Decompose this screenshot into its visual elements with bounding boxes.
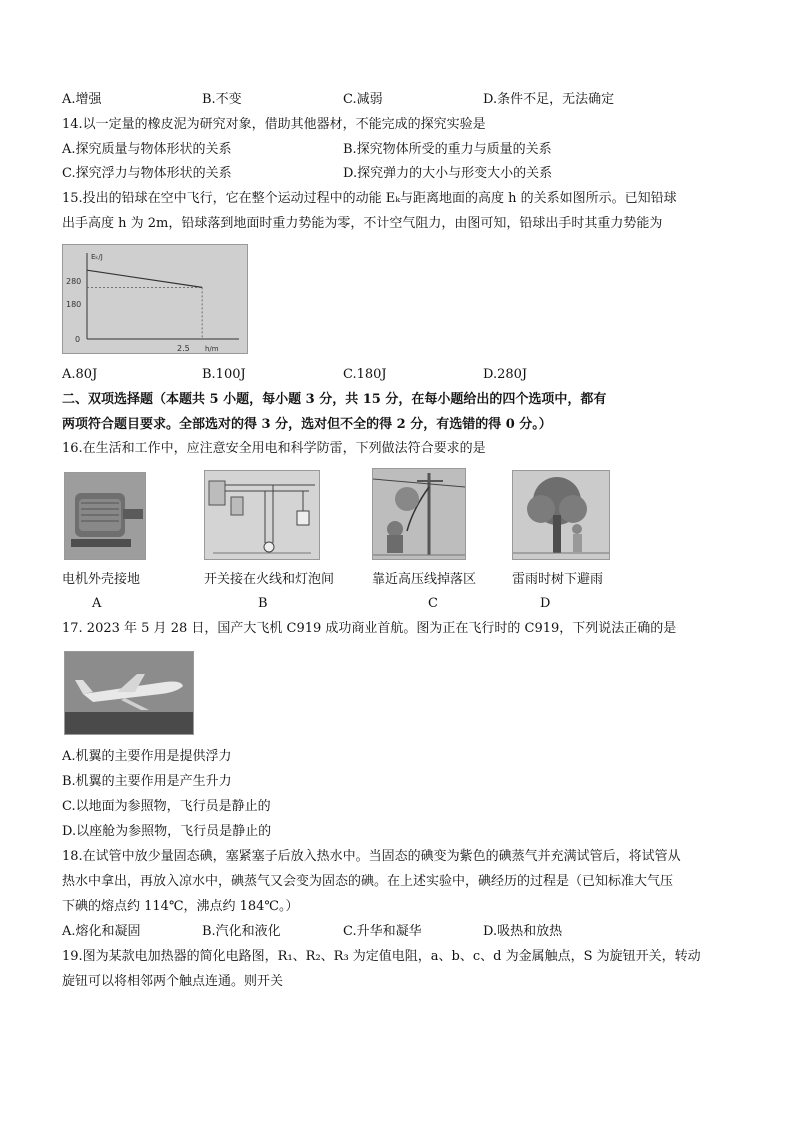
high-voltage-line-photo [372,468,466,560]
q16-caption-d: 雷雨时树下避雨 [512,572,604,587]
chart-y-tick-180: 180 [66,300,82,309]
q16-letter-d: D [540,596,551,611]
switch-wiring-diagram [204,470,320,560]
chart-y-tick-0: 0 [75,335,81,344]
c919-plane-photo [64,651,194,735]
q16-letter-c: C [428,596,438,611]
chart-series-line [87,270,202,287]
q18-option-c: C.升华和凝华 [343,924,422,939]
q13-option-a: A.增强 [62,92,102,107]
tree-in-rain-photo [512,470,610,560]
high-voltage-illustration [373,469,465,559]
q13-option-b: B.不变 [202,92,242,107]
q15-option-b: B.100J [202,367,246,382]
q13-option-d: D.条件不足，无法确定 [483,92,615,107]
q18-option-b: B.汽化和液化 [202,924,281,939]
q15-line-2: 出手高度 h 为 2m，铅球落到地面时重力势能为零，不计空气阻力，由图可知，铅球出手时其重力势能为 [62,216,663,231]
q14-option-a: A.探究质量与物体形状的关系 [62,142,232,157]
motor-grounding-photo [64,472,146,560]
tree-illustration [513,471,609,559]
q14-stem: 14.以一定量的橡皮泥为研究对象，借助其他器材，不能完成的探究实验是 [62,117,486,132]
section-2-heading-2: 两项符合题目要求。全部选对的得 3 分，选对但不全的得 2 分，有选错的得 0 分。） [62,417,552,432]
wiring-illustration [205,471,319,559]
chart-y-label: Eₖ/J [91,253,103,261]
q16-caption-a: 电机外壳接地 [62,572,141,587]
q13-option-c: C.减弱 [343,92,383,107]
q15-option-c: C.180J [343,367,387,382]
ek-height-chart-svg [63,245,247,353]
q16-caption-b: 开关接在火线和灯泡间 [204,572,335,587]
plane-illustration [65,652,193,734]
q18-line-1: 18.在试管中放少量固态碘，塞紧塞子后放入热水中。当固态的碘变为紫色的碘蒸气并充满试管后，将试管从 [62,849,681,864]
q18-option-a: A.熔化和凝固 [62,924,141,939]
section-2-heading-1: 二、双项选择题（本题共 5 小题，每小题 3 分，共 15 分，在每小题给出的四个选项中，都有 [62,392,607,407]
q18-line-3: 下碘的熔点约 114℃，沸点约 184℃。） [62,899,299,914]
q16-stem: 16.在生活和工作中，应注意安全用电和科学防雷，下列做法符合要求的是 [62,441,486,456]
q19-line-2: 旋钮可以将相邻两个触点连通。则开关 [62,974,284,989]
q17-option-d: D.以座舱为参照物，飞行员是静止的 [62,824,272,839]
motor-illustration [65,473,145,559]
q16-letter-b: B [258,596,268,611]
q17-option-b: B.机翼的主要作用是产生升力 [62,774,232,789]
q16-caption-c: 靠近高压线掉落区 [372,572,477,587]
q17-option-c: C.以地面为参照物，飞行员是静止的 [62,799,271,814]
q17-option-a: A.机翼的主要作用是提供浮力 [62,749,232,764]
q15-option-d: D.280J [483,367,528,382]
q15-option-a: A.80J [62,367,98,382]
q14-option-b: B.探究物体所受的重力与质量的关系 [343,142,552,157]
q18-option-d: D.吸热和放热 [483,924,563,939]
q17-stem: 17. 2023 年 5 月 28 日，国产大飞机 C919 成功商业首航。图为正在飞行时的 C919，下列说法正确的是 [62,621,677,636]
q19-line-1: 19.图为某款电加热器的简化电路图，R₁、R₂、R₃ 为定值电阻，a、b、c、d 为金属触点，S 为旋钮开关，转动 [62,949,701,964]
q14-option-c: C.探究浮力与物体形状的关系 [62,166,232,181]
q14-option-d: D.探究弹力的大小与形变大小的关系 [343,166,553,181]
chart-x-tick-2-5: 2.5 [177,344,190,353]
chart-y-tick-280: 280 [66,277,82,286]
q18-line-2: 热水中拿出，再放入凉水中，碘蒸气又会变为固态的碘。在上述实验中，碘经历的过程是（已知标准大气压 [62,874,674,889]
q15-line-1: 15.投出的铅球在空中飞行，它在整个运动过程中的动能 Eₖ与距离地面的高度 h 的关系如图所示。已知铅球 [62,191,677,206]
q16-letter-a: A [92,596,102,611]
chart-x-label: h/m [205,345,219,353]
ek-height-chart [62,244,248,354]
